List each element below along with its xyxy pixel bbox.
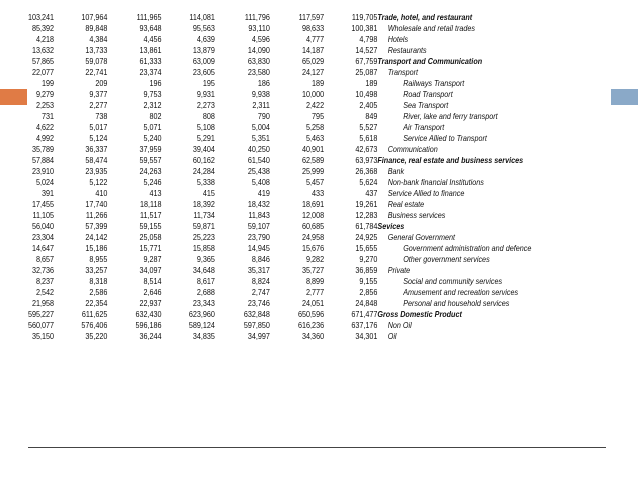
table-row [28, 243, 531, 254]
value-cell: 808 [202, 110, 215, 121]
value-cell: 5,457 [306, 176, 325, 187]
value-cell: 34,648 [192, 264, 215, 275]
table-row [28, 111, 531, 122]
row-label: Hotels [387, 33, 409, 44]
table-row [28, 144, 531, 155]
value-cell: 2,311 [252, 99, 270, 110]
value-cell: 2,312 [143, 99, 162, 110]
value-cell: 2,688 [196, 286, 215, 297]
value-cell: 23,374 [139, 66, 162, 77]
value-cell: 433 [312, 187, 325, 198]
value-cell: 632,848 [243, 308, 270, 319]
value-cell: 11,105 [32, 209, 55, 220]
value-cell: 4,639 [196, 33, 215, 44]
row-label: Sevices [377, 220, 405, 231]
value-cell: 189 [365, 77, 378, 88]
value-cell: 23,935 [85, 165, 108, 176]
row-label: Air Transport [403, 121, 445, 132]
row-label: General Government [387, 231, 455, 242]
value-cell: 18,392 [192, 198, 215, 209]
value-cell: 60,162 [192, 154, 215, 165]
value-cell: 15,676 [302, 242, 325, 253]
value-cell: 17,740 [85, 198, 108, 209]
table-row [28, 166, 531, 177]
value-cell: 60,685 [302, 220, 325, 231]
value-cell: 560,077 [28, 319, 55, 330]
table-row [28, 133, 531, 144]
value-cell: 9,938 [251, 88, 270, 99]
value-cell: 11,266 [85, 209, 108, 220]
value-cell: 59,107 [247, 220, 270, 231]
value-cell: 2,253 [36, 99, 55, 110]
row-label: Transport and Communication [377, 55, 483, 66]
value-cell: 14,090 [247, 44, 270, 55]
value-cell: 35,727 [302, 264, 325, 275]
value-cell: 5,338 [196, 176, 215, 187]
value-cell: 24,051 [302, 297, 325, 308]
table-row [28, 221, 531, 232]
value-cell: 632,430 [135, 308, 162, 319]
value-cell: 35,789 [32, 143, 55, 154]
value-cell: 13,632 [32, 44, 55, 55]
value-cell: 4,777 [306, 33, 325, 44]
row-label: Finance, real estate and business services [377, 154, 524, 165]
table-body [28, 12, 531, 342]
row-label: Service Allied to finance [387, 187, 465, 198]
value-cell: 26,368 [355, 165, 378, 176]
table-row [28, 45, 531, 56]
table-row [28, 298, 531, 309]
value-cell: 2,777 [306, 286, 325, 297]
value-cell: 437 [365, 187, 378, 198]
value-cell: 9,279 [36, 88, 55, 99]
value-cell: 103,241 [28, 11, 55, 22]
value-cell: 34,301 [355, 330, 378, 341]
table-row [28, 67, 531, 78]
value-cell: 2,273 [196, 99, 215, 110]
value-cell: 12,008 [302, 209, 325, 220]
value-cell: 119,705 [351, 11, 378, 22]
value-cell: 33,257 [85, 264, 108, 275]
value-cell: 10,000 [302, 88, 325, 99]
table-bottom-rule [28, 447, 606, 448]
row-label: Transport [387, 66, 419, 77]
value-cell: 11,517 [140, 209, 162, 220]
value-cell: 186 [257, 77, 270, 88]
value-cell: 57,399 [85, 220, 108, 231]
value-cell: 23,343 [192, 297, 215, 308]
value-cell: 731 [42, 110, 55, 121]
table-row [28, 309, 531, 320]
value-cell: 2,422 [306, 99, 325, 110]
table-row [28, 276, 531, 287]
table-row [28, 89, 531, 100]
value-cell: 57,884 [32, 154, 55, 165]
value-cell: 63,973 [355, 154, 378, 165]
value-cell: 5,351 [251, 132, 270, 143]
row-label: Bank [387, 165, 405, 176]
value-cell: 738 [95, 110, 108, 121]
value-cell: 23,605 [192, 66, 215, 77]
value-cell: 23,746 [247, 297, 270, 308]
value-cell: 36,859 [355, 264, 378, 275]
value-cell: 17,455 [32, 198, 55, 209]
value-cell: 63,830 [247, 55, 270, 66]
value-cell: 22,741 [85, 66, 108, 77]
value-cell: 25,058 [139, 231, 162, 242]
value-cell: 5,463 [306, 132, 325, 143]
row-label: Personal and household services [403, 297, 510, 308]
value-cell: 9,155 [359, 275, 378, 286]
value-cell: 15,771 [139, 242, 162, 253]
table-row [28, 34, 531, 45]
value-cell: 8,657 [36, 253, 55, 264]
value-cell: 9,282 [306, 253, 325, 264]
value-cell: 2,747 [251, 286, 270, 297]
value-cell: 40,901 [302, 143, 325, 154]
value-cell: 24,263 [139, 165, 162, 176]
value-cell: 650,596 [298, 308, 325, 319]
value-cell: 209 [95, 77, 108, 88]
row-label: Business services [387, 209, 446, 220]
row-label: Non Oil [387, 319, 412, 330]
value-cell: 14,945 [247, 242, 270, 253]
row-label: Railways Transport [403, 77, 465, 88]
value-cell: 596,186 [135, 319, 162, 330]
value-cell: 22,077 [32, 66, 55, 77]
value-cell: 5,108 [196, 121, 215, 132]
value-cell: 36,244 [139, 330, 162, 341]
value-cell: 637,176 [351, 319, 378, 330]
value-cell: 5,408 [251, 176, 270, 187]
value-cell: 25,087 [355, 66, 378, 77]
table-row [28, 155, 531, 166]
value-cell: 34,997 [247, 330, 270, 341]
value-cell: 37,959 [139, 143, 162, 154]
statistics-table [28, 12, 531, 342]
value-cell: 15,186 [85, 242, 108, 253]
table-row [28, 12, 531, 23]
value-cell: 35,220 [85, 330, 108, 341]
value-cell: 35,150 [32, 330, 55, 341]
value-cell: 5,624 [359, 176, 378, 187]
value-cell: 59,557 [139, 154, 162, 165]
row-label: Road Transport [403, 88, 453, 99]
value-cell: 13,879 [192, 44, 215, 55]
value-cell: 61,784 [355, 220, 378, 231]
value-cell: 13,861 [139, 44, 162, 55]
row-label: Communication [387, 143, 438, 154]
value-cell: 42,673 [355, 143, 378, 154]
table-row [28, 23, 531, 34]
value-cell: 58,474 [85, 154, 108, 165]
row-label: Wholesale and retail trades [387, 22, 476, 33]
table-row [28, 265, 531, 276]
value-cell: 32,736 [32, 264, 55, 275]
value-cell: 95,563 [192, 22, 215, 33]
value-cell: 611,625 [81, 308, 108, 319]
table-row [28, 210, 531, 221]
value-cell: 802 [149, 110, 162, 121]
value-cell: 22,354 [85, 297, 108, 308]
value-cell: 19,261 [355, 198, 378, 209]
value-cell: 98,633 [302, 22, 325, 33]
table-row [28, 78, 531, 89]
value-cell: 65,029 [302, 55, 325, 66]
table-row [28, 331, 531, 342]
table-row [28, 287, 531, 298]
value-cell: 34,097 [139, 264, 162, 275]
value-cell: 107,964 [81, 11, 108, 22]
value-cell: 2,277 [89, 99, 108, 110]
blue-accent-bar [611, 89, 638, 105]
value-cell: 24,127 [302, 66, 325, 77]
value-cell: 576,406 [81, 319, 108, 330]
table-row [28, 122, 531, 133]
value-cell: 195 [202, 77, 215, 88]
value-cell: 114,081 [189, 11, 215, 22]
value-cell: 24,848 [355, 297, 378, 308]
value-cell: 5,017 [89, 121, 108, 132]
value-cell: 39,404 [192, 143, 215, 154]
value-cell: 34,835 [192, 330, 215, 341]
value-cell: 24,958 [302, 231, 325, 242]
value-cell: 100,381 [351, 22, 378, 33]
value-cell: 23,790 [247, 231, 270, 242]
value-cell: 2,542 [36, 286, 55, 297]
row-label: Sea Transport [403, 99, 449, 110]
value-cell: 595,227 [28, 308, 55, 319]
value-cell: 14,647 [32, 242, 55, 253]
value-cell: 18,432 [247, 198, 270, 209]
value-cell: 13,733 [85, 44, 108, 55]
value-cell: 410 [95, 187, 108, 198]
row-label: Government administration and defence [403, 242, 532, 253]
value-cell: 849 [365, 110, 378, 121]
value-cell: 15,858 [192, 242, 215, 253]
value-cell: 4,456 [143, 33, 162, 44]
value-cell: 5,004 [251, 121, 270, 132]
value-cell: 89,848 [85, 22, 108, 33]
value-cell: 9,270 [359, 253, 378, 264]
value-cell: 11,734 [193, 209, 215, 220]
value-cell: 4,596 [251, 33, 270, 44]
value-cell: 11,843 [248, 209, 270, 220]
row-label: Non-bank financial Institutions [387, 176, 484, 187]
value-cell: 415 [202, 187, 215, 198]
row-label: Oil [387, 330, 397, 341]
value-cell: 8,237 [36, 275, 55, 286]
value-cell: 21,958 [32, 297, 55, 308]
value-cell: 10,498 [355, 88, 378, 99]
value-cell: 40,250 [247, 143, 270, 154]
value-cell: 5,071 [143, 121, 162, 132]
value-cell: 14,187 [302, 44, 325, 55]
value-cell: 790 [257, 110, 270, 121]
row-label: Social and community services [403, 275, 503, 286]
value-cell: 8,955 [89, 253, 108, 264]
value-cell: 59,871 [192, 220, 215, 231]
value-cell: 5,246 [143, 176, 162, 187]
row-label: Real estate [387, 198, 425, 209]
value-cell: 9,377 [89, 88, 108, 99]
value-cell: 623,960 [188, 308, 215, 319]
value-cell: 199 [42, 77, 55, 88]
value-cell: 9,931 [196, 88, 215, 99]
value-cell: 5,527 [359, 121, 378, 132]
value-cell: 616,236 [298, 319, 325, 330]
value-cell: 589,124 [188, 319, 215, 330]
value-cell: 4,218 [36, 33, 55, 44]
value-cell: 24,284 [192, 165, 215, 176]
value-cell: 61,333 [139, 55, 162, 66]
value-cell: 59,155 [139, 220, 162, 231]
value-cell: 2,586 [89, 286, 108, 297]
value-cell: 34,360 [302, 330, 325, 341]
value-cell: 93,110 [248, 22, 270, 33]
value-cell: 2,646 [143, 286, 162, 297]
table-row [28, 254, 531, 265]
row-label: Service Allied to Transport [403, 132, 487, 143]
value-cell: 4,798 [359, 33, 378, 44]
value-cell: 9,287 [143, 253, 162, 264]
value-cell: 117,597 [298, 11, 325, 22]
table-row [28, 56, 531, 67]
value-cell: 8,514 [143, 275, 162, 286]
value-cell: 8,846 [251, 253, 270, 264]
table-row [28, 199, 531, 210]
value-cell: 23,304 [32, 231, 55, 242]
table-row [28, 177, 531, 188]
row-label: River, lake and ferry transport [403, 110, 498, 121]
value-cell: 59,078 [85, 55, 108, 66]
row-label: Gross Domestic Product [377, 308, 462, 319]
value-cell: 25,999 [302, 165, 325, 176]
value-cell: 24,142 [85, 231, 108, 242]
value-cell: 23,910 [32, 165, 55, 176]
value-cell: 61,540 [247, 154, 270, 165]
value-cell: 18,691 [302, 198, 325, 209]
value-cell: 14,527 [355, 44, 378, 55]
value-cell: 5,024 [36, 176, 55, 187]
value-cell: 5,122 [89, 176, 108, 187]
value-cell: 8,318 [89, 275, 108, 286]
value-cell: 56,040 [32, 220, 55, 231]
value-cell: 25,223 [192, 231, 215, 242]
value-cell: 2,856 [359, 286, 378, 297]
row-label: Trade, hotel, and restaurant [377, 11, 473, 22]
value-cell: 2,405 [359, 99, 378, 110]
value-cell: 9,365 [196, 253, 215, 264]
value-cell: 63,009 [192, 55, 215, 66]
value-cell: 36,337 [85, 143, 108, 154]
value-cell: 15,655 [355, 242, 378, 253]
value-cell: 22,937 [139, 297, 162, 308]
table-row [28, 232, 531, 243]
row-label: Amusement and recreation services [403, 286, 519, 297]
value-cell: 8,899 [306, 275, 325, 286]
value-cell: 419 [257, 187, 270, 198]
orange-accent-bar [0, 89, 27, 105]
value-cell: 5,240 [143, 132, 162, 143]
value-cell: 9,753 [143, 88, 162, 99]
value-cell: 189 [312, 77, 325, 88]
value-cell: 57,865 [32, 55, 55, 66]
value-cell: 196 [149, 77, 162, 88]
value-cell: 67,759 [355, 55, 378, 66]
value-cell: 24,925 [355, 231, 378, 242]
value-cell: 8,617 [196, 275, 215, 286]
row-label: Private [387, 264, 411, 275]
value-cell: 4,384 [89, 33, 108, 44]
value-cell: 5,618 [359, 132, 378, 143]
value-cell: 8,824 [251, 275, 270, 286]
value-cell: 85,392 [32, 22, 55, 33]
value-cell: 111,965 [136, 11, 162, 22]
value-cell: 795 [312, 110, 325, 121]
row-label: Restaurants [387, 44, 427, 55]
value-cell: 671,477 [351, 308, 378, 319]
value-cell: 4,992 [36, 132, 55, 143]
value-cell: 18,118 [140, 198, 162, 209]
value-cell: 93,648 [139, 22, 162, 33]
value-cell: 391 [42, 187, 55, 198]
row-label: Other government services [403, 253, 490, 264]
value-cell: 25,438 [247, 165, 270, 176]
value-cell: 35,317 [247, 264, 270, 275]
value-cell: 4,622 [36, 121, 55, 132]
value-cell: 5,258 [306, 121, 325, 132]
value-cell: 23,580 [247, 66, 270, 77]
value-cell: 12,283 [355, 209, 378, 220]
table-row [28, 100, 531, 111]
value-cell: 5,291 [196, 132, 215, 143]
value-cell: 62,589 [302, 154, 325, 165]
value-cell: 597,850 [243, 319, 270, 330]
value-cell: 413 [149, 187, 162, 198]
table-row [28, 320, 531, 331]
value-cell: 5,124 [89, 132, 108, 143]
value-cell: 111,796 [244, 11, 270, 22]
table-row [28, 188, 531, 199]
